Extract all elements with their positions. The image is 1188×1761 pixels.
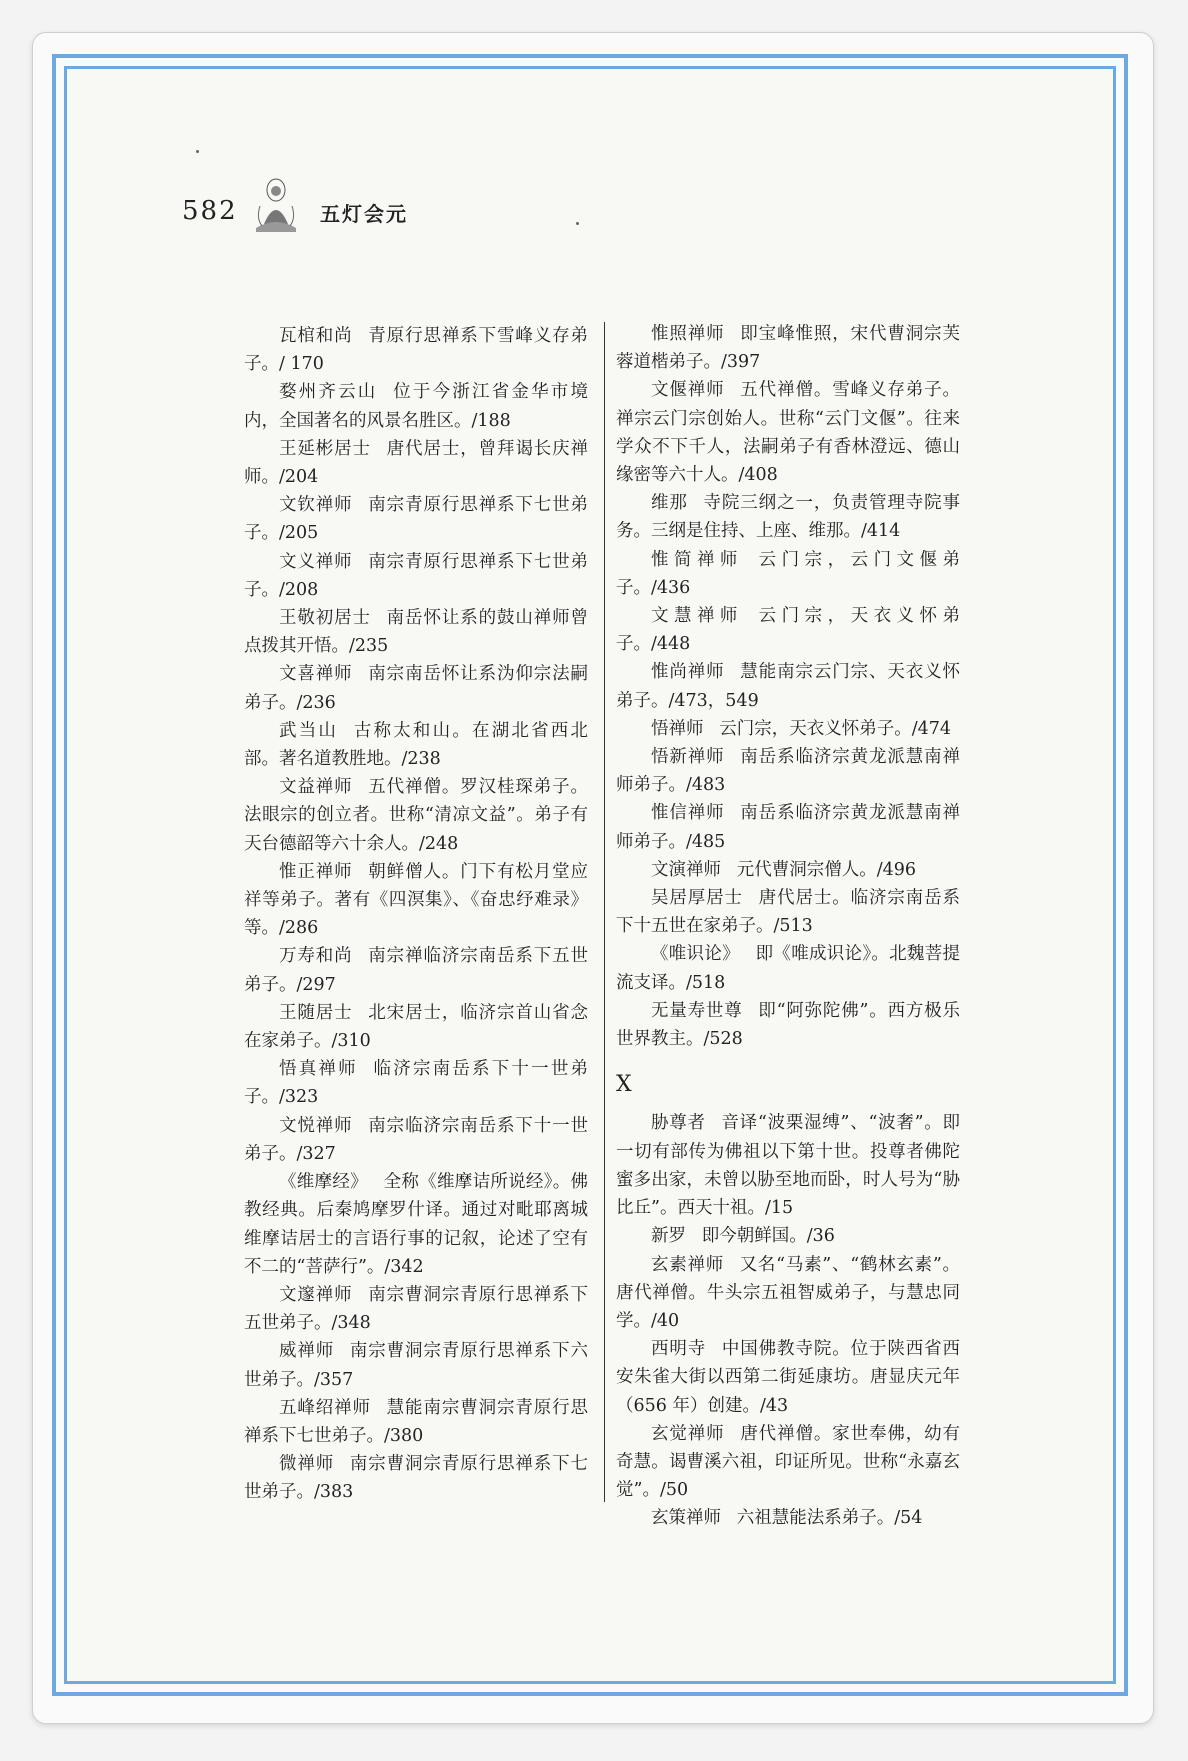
glossary-entry: [616, 997, 960, 1053]
entry-term: 吴居厚居士: [651, 888, 743, 909]
glossary-entry: [244, 1337, 588, 1393]
entry-term: 文邃禅师: [279, 1284, 353, 1305]
entry-desc: 即宝峰惟照，宋代曹洞宗芙蓉道楷弟子。/397: [616, 324, 961, 373]
left-column: [244, 322, 588, 1507]
column-divider: [604, 322, 605, 1502]
entry-desc: 南岳系临济宗黄龙派慧南禅师弟子。/483: [616, 747, 961, 796]
glossary-entry: [616, 715, 960, 743]
glossary-entry: [244, 322, 588, 378]
glossary-entry: [616, 799, 960, 855]
entry-term: 玄策禅师: [651, 1508, 721, 1529]
entry-desc: 唐代禅僧。家世奉佛，幼有奇慧。谒曹溪六祖，印证所见。世称“永嘉玄觉”。/50: [616, 1423, 961, 1501]
entry-term: 惟正禅师: [279, 861, 353, 882]
glossary-entry: [244, 1112, 588, 1168]
entry-term: 文演禅师: [651, 859, 721, 880]
entry-term: 新罗: [651, 1226, 686, 1247]
entry-desc: 慧能南宗曹洞宗青原行思禅系下七世弟子。/380: [244, 1397, 589, 1446]
entry-term: 西明寺: [651, 1339, 707, 1360]
entry-desc: 全称《维摩诘所说经》。佛教经典。后秦鸠摩罗什译。通过对毗耶离城维摩诘居士的言语行事的记叙，论述了空有不二的“菩萨行”。/342: [244, 1172, 588, 1277]
glossary-entry: [244, 773, 588, 858]
entry-term: 《唯识论》: [651, 944, 740, 965]
glossary-entry: [616, 489, 960, 545]
entry-term: 玄觉禅师: [651, 1423, 725, 1444]
glossary-entry: [244, 942, 588, 998]
entry-term: 惟照禅师: [651, 324, 725, 344]
entry-term: 惟简禅师: [651, 549, 743, 570]
entry-desc: 五代禅僧。罗汉桂琛弟子。法眼宗的创立者。世称“清凉文益”。弟子有天台德韶等六十余人。/248: [244, 777, 589, 854]
entry-desc: 唐代居士。临济宗南岳系下十五世在家弟子。/513: [616, 888, 961, 937]
entry-term: 文悦禅师: [279, 1115, 353, 1136]
glossary-entry: [616, 602, 960, 658]
entry-term: 五峰绍禅师: [279, 1397, 371, 1418]
entry-desc: 南宗曹洞宗青原行思禅系下五世弟子。/348: [244, 1284, 589, 1334]
entry-term: 悟禅师: [651, 718, 704, 739]
page-number: 582: [182, 196, 238, 226]
entry-desc: 青原行思禅系下雪峰义存弟子。/ 170: [244, 326, 589, 375]
glossary-entry: [616, 546, 960, 602]
entry-term: 文义禅师: [279, 551, 353, 572]
entry-desc: 南宗南岳怀让系沩仰宗法嗣弟子。/236: [244, 664, 589, 713]
glossary-entry: [616, 856, 960, 884]
entry-desc: 五代禅僧。雪峰义存弟子。禅宗云门宗创始人。世称“云门文偃”。往来学众不下千人，法嗣弟子有香林澄远、德山缘密等六十人。/408: [616, 380, 961, 486]
entry-term: 悟真禅师: [279, 1059, 358, 1080]
glossary-entry: [616, 376, 960, 489]
glossary-entry: [616, 1109, 960, 1222]
entry-desc: 音译“波栗湿缚”、“波奢”。即一切有部传为佛祖以下第十世。投尊者佛陀蜜多出家，未曾以胁至地而卧，时人号为“胁比丘”。西天十祖。/15: [616, 1113, 960, 1219]
entry-term: 文钦禅师: [279, 495, 353, 516]
entry-term: 王延彬居士: [279, 438, 371, 459]
entry-term: 文偃禅师: [651, 380, 725, 401]
entry-term: 万寿和尚: [279, 946, 353, 967]
entry-desc: 南宗青原行思禅系下七世弟子。/205: [244, 495, 589, 544]
entry-term: 婺州齐云山: [279, 382, 378, 403]
entry-desc: 南宗曹洞宗青原行思禅系下六世弟子。/357: [244, 1341, 589, 1390]
entry-desc: 又名“马素”、“鹤林玄素”。唐代禅僧。牛头宗五祖智威弟子，与慧忠同学。/40: [616, 1254, 960, 1331]
book-title: 五灯会元: [320, 202, 408, 226]
glossary-entry: [244, 999, 588, 1055]
entry-term: 瓦棺和尚: [279, 326, 353, 346]
glossary-entry: [616, 1335, 960, 1420]
entry-term: 悟新禅师: [651, 747, 725, 768]
glossary-entry: [616, 940, 960, 996]
glossary-entry: [616, 1420, 960, 1505]
entry-term: 微禅师: [279, 1454, 335, 1475]
glossary-entry: [616, 658, 960, 714]
glossary-entry: [616, 884, 960, 940]
glossary-entry: [244, 858, 588, 943]
entry-desc: 临济宗南岳系下十一世弟子。/323: [244, 1059, 589, 1108]
entry-term: 《维摩经》: [279, 1172, 368, 1193]
entry-term: 文喜禅师: [279, 664, 353, 685]
entry-desc: 唐代居士，曾拜谒长庆禅师。/204: [244, 438, 589, 488]
glossary-entry: [616, 1504, 960, 1532]
glossary-entry: [244, 1281, 588, 1337]
buddha-emblem-icon: [250, 176, 302, 234]
entry-term: 威禅师: [279, 1341, 335, 1362]
entry-term: 武当山: [279, 720, 339, 741]
entry-desc: 即“阿弥陀佛”。西方极乐世界教主。/528: [616, 1000, 960, 1050]
glossary-entry: [244, 548, 588, 604]
entry-term: 文益禅师: [279, 777, 353, 798]
glossary-entry: [616, 1222, 960, 1250]
glossary-entry: [244, 1394, 588, 1450]
entry-desc: 即《唯成识论》。北魏菩提流支译。/518: [616, 944, 960, 993]
entry-desc: 慧能南宗云门宗、天衣义怀弟子。/473，549: [616, 662, 961, 711]
entry-desc: 朝鲜僧人。门下有松月堂应祥等弟子。著有《四溟集》、《奋忠纾难录》等。/286: [244, 861, 589, 939]
glossary-entry: [244, 1168, 588, 1281]
glossary-entry: [244, 604, 588, 660]
glossary-entry: [616, 1251, 960, 1336]
glossary-entry: [244, 660, 588, 716]
entry-desc: 北宋居士，临济宗首山省念在家弟子。/310: [244, 1002, 589, 1052]
entry-desc: 寺院三纲之一，负责管理寺院事务。三纲是住持、上座、维那。/414: [616, 493, 961, 542]
glossary-entry: [244, 491, 588, 547]
entry-term: 维那: [651, 493, 688, 514]
entry-desc: 南宗禅临济宗南岳系下五世弟子。/297: [244, 946, 589, 995]
entry-desc: 元代曹洞宗僧人。/496: [736, 859, 917, 880]
glossary-entry: [244, 378, 588, 434]
entry-term: 惟信禅师: [651, 803, 725, 824]
entry-desc: 六祖慧能法系弟子。/54: [736, 1508, 923, 1529]
glossary-entry: [616, 743, 960, 799]
glossary-entry: [616, 320, 960, 376]
entry-term: 王随居士: [279, 1002, 353, 1023]
entry-desc: 南岳怀让系的鼓山禅师曾点拨其开悟。/235: [244, 608, 589, 657]
entry-desc: 南岳系临济宗黄龙派慧南禅师弟子。/485: [616, 803, 961, 852]
entry-desc: 云门宗，天衣义怀弟子。/448: [616, 606, 961, 655]
entry-desc: 南宗临济宗南岳系下十一世弟子。/327: [244, 1115, 589, 1164]
entry-desc: 中国佛教寺院。位于陕西省西安朱雀大街以西第二街延康坊。唐显庆元年（656 年）创建。/43: [616, 1339, 961, 1416]
entry-desc: 古称太和山。在湖北省西北部。著名道教胜地。/238: [244, 720, 589, 770]
glossary-entry: [244, 717, 588, 773]
entry-desc: 即今朝鲜国。/36: [701, 1226, 835, 1247]
glossary-entry: [244, 1450, 588, 1506]
entry-term: 惟尚禅师: [651, 662, 725, 683]
entry-desc: 云门宗，天衣义怀弟子。/474: [719, 718, 952, 739]
entry-desc: 南宗曹洞宗青原行思禅系下七世弟子。/383: [244, 1454, 589, 1503]
entry-term: 胁尊者: [651, 1113, 706, 1134]
speck: [576, 222, 579, 225]
entry-term: 玄素禅师: [651, 1254, 724, 1275]
right-column: [616, 320, 960, 1533]
entry-term: 文慧禅师: [651, 606, 743, 627]
section-heading-x: X: [616, 1072, 632, 1098]
entry-term: 无量寿世尊: [651, 1000, 743, 1021]
entry-desc: 南宗青原行思禅系下七世弟子。/208: [244, 551, 589, 600]
entry-desc: 云门宗，云门文偃弟子。/436: [616, 549, 961, 598]
speck: [196, 150, 199, 153]
glossary-entry: [244, 435, 588, 491]
entry-desc: 位于今浙江省金华市境内，全国著名的风景名胜区。/188: [244, 382, 589, 431]
glossary-entry: [244, 1055, 588, 1111]
entry-term: 王敬初居士: [279, 608, 371, 629]
